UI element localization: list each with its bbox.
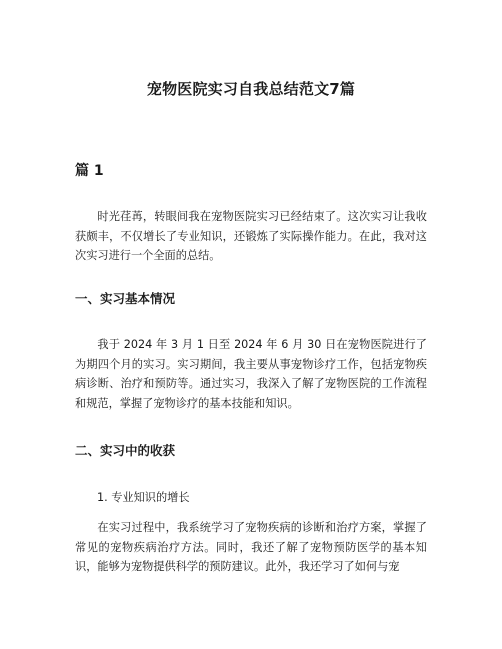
section-heading-gains: 二、实习中的收获 [75, 443, 176, 458]
basic-info-paragraph: 我于 2024 年 3 月 1 日至 2024 年 6 月 30 日在宠物医院进行了为期四个月的实习。实习期间，我主要从事宠物诊疗工作，包括宠物疾病诊断、治疗和预防等。通过实习，我深入了解了宠物医院的工作流程和规范，掌握了宠物诊疗的基本技能和知识。 [75, 338, 427, 410]
subsection-heading-knowledge: 1. 专业知识的增长 [97, 491, 190, 504]
chapter-heading: 篇 1 [75, 163, 104, 179]
knowledge-paragraph: 在实习过程中，我系统学习了宠物疾病的诊断和治疗方案，掌握了常见的宠物疾病治疗方法。同时，我还了解了宠物预防医学的基本知识，能够为宠物提供科学的预防建议。此外，我还学习了如何与宠 [75, 521, 427, 574]
intro-paragraph: 时光荏苒，转眼间我在宠物医院实习已经结束了。这次实习让我收获颇丰，不仅增长了专业知识，还锻炼了实际操作能力。在此，我对这次实习进行一个全面的总结。 [75, 210, 427, 263]
section-heading-basic-info: 一、实习基本情况 [75, 291, 176, 306]
document-title: 宠物医院实习自我总结范文7篇 [146, 80, 356, 98]
